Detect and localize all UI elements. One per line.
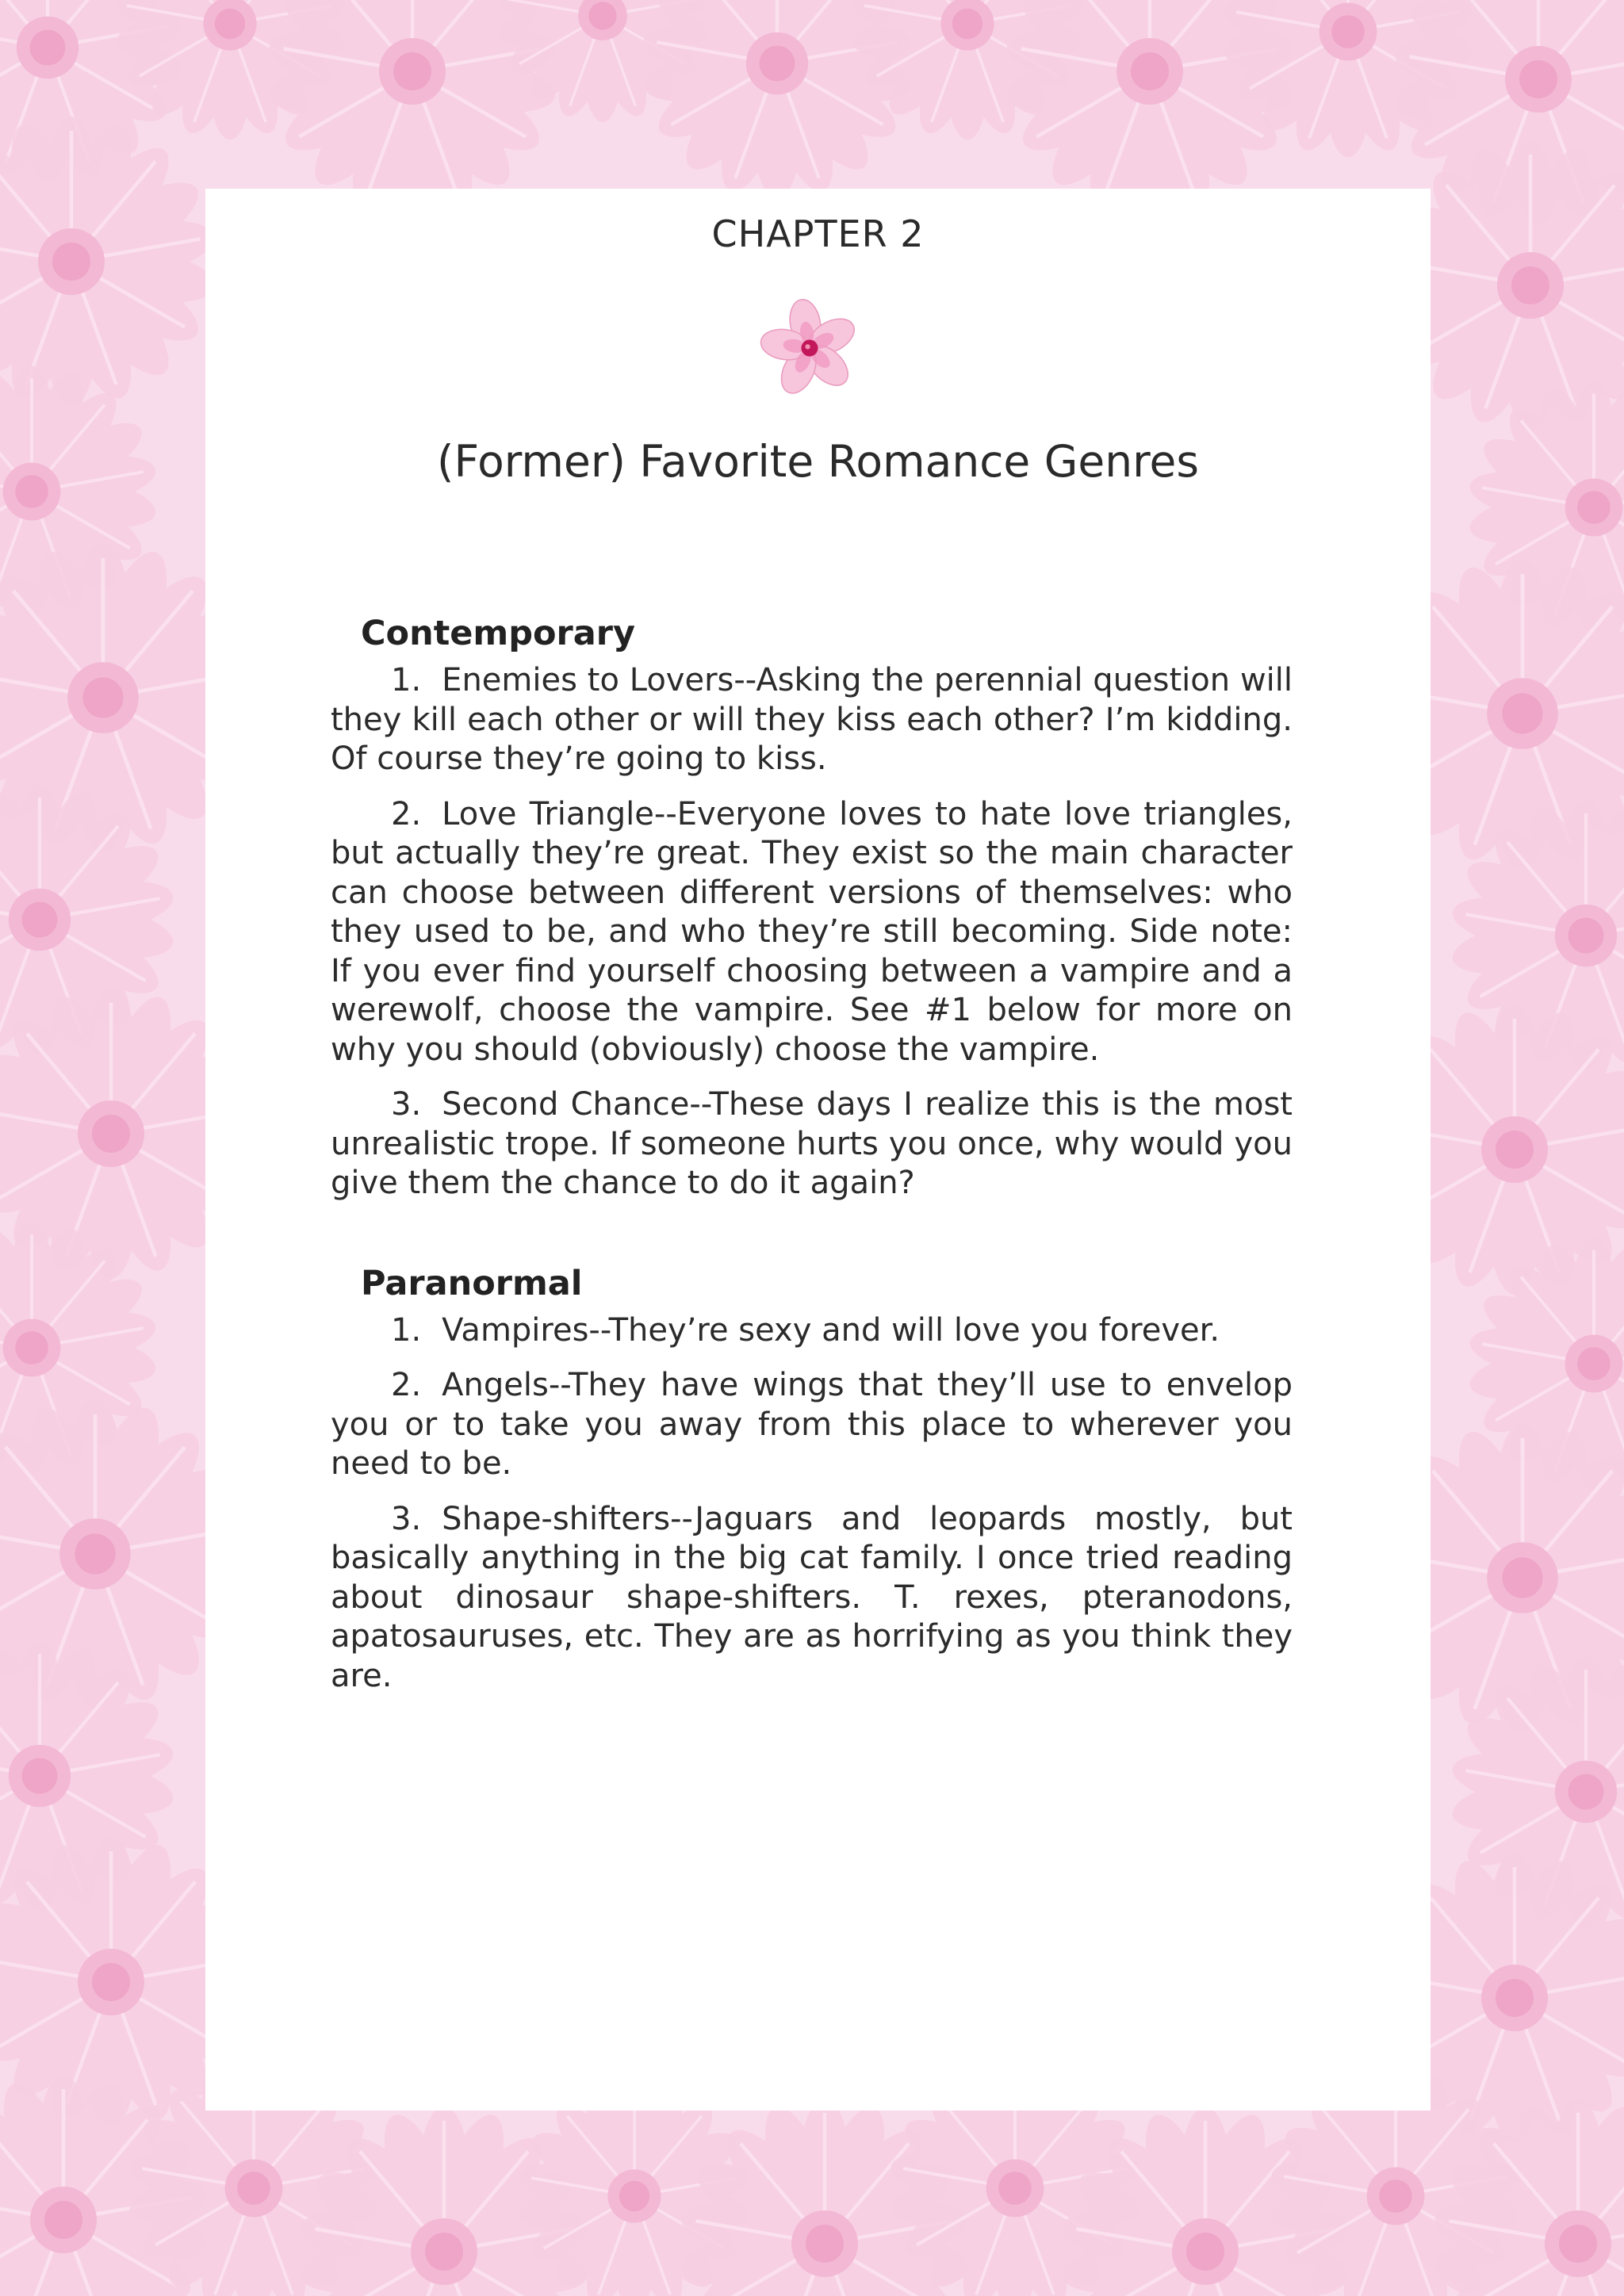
list-item [331, 1500, 1293, 1697]
page-title: (Former) Favorite Romance Genres [437, 436, 1199, 487]
section-heading: Contemporary [361, 614, 636, 653]
list-item [331, 661, 1293, 779]
item-text: Angels--They have wings that they’ll use to envelop you or to take you away from this place to wherever you need to be. [331, 1367, 1293, 1482]
list-item [331, 1085, 1293, 1203]
list-item [331, 1366, 1293, 1484]
page-paper [205, 189, 1431, 2110]
item-number: 2. [391, 795, 422, 832]
item-text: Enemies to Lovers--Asking the perennial question will they kill each other or will they kiss each other? I’m kidding. Of course they’re going to kiss. [331, 662, 1293, 777]
item-number: 1. [391, 1311, 422, 1349]
section-heading: Paranormal [361, 1263, 583, 1303]
list-item [331, 795, 1293, 1070]
genre-list [331, 609, 1293, 1712]
item-text: Second Chance--These days I realize this is the most unrealistic trope. If someone hurts you once, why would you give them the chance to do it again? [331, 1086, 1293, 1201]
pink-flower-icon [760, 298, 860, 398]
item-text: Shape-shifters--Jaguars and leopards mostly, but basically anything in the big cat family. I once tried reading about dinosaur shape-shifters. T. rexes, pteranodons, apatosauruses, etc. They are as horrifying as you think they are. [331, 1500, 1293, 1694]
section-paranormal [331, 1259, 1293, 1697]
item-number: 3. [391, 1500, 422, 1537]
item-text: Love Triangle--Everyone loves to hate love triangles, but actually they’re great. They exist so the main character can choose between different versions of themselves: who they used to be, and who they’re still becoming. Side note: If you ever find yourself choosing between a vampire and a werewolf, choose the vampire. See #1 below for more on why you should (obviously) choose the vampire. [331, 795, 1293, 1068]
item-number: 3. [391, 1086, 422, 1123]
item-number: 1. [391, 662, 422, 698]
item-text: Vampires--They’re sexy and will love you forever. [442, 1311, 1220, 1349]
chapter-label: CHAPTER 2 [711, 212, 925, 255]
item-number: 2. [391, 1367, 422, 1403]
list-item [331, 1311, 1293, 1351]
section-contemporary [331, 609, 1293, 1203]
